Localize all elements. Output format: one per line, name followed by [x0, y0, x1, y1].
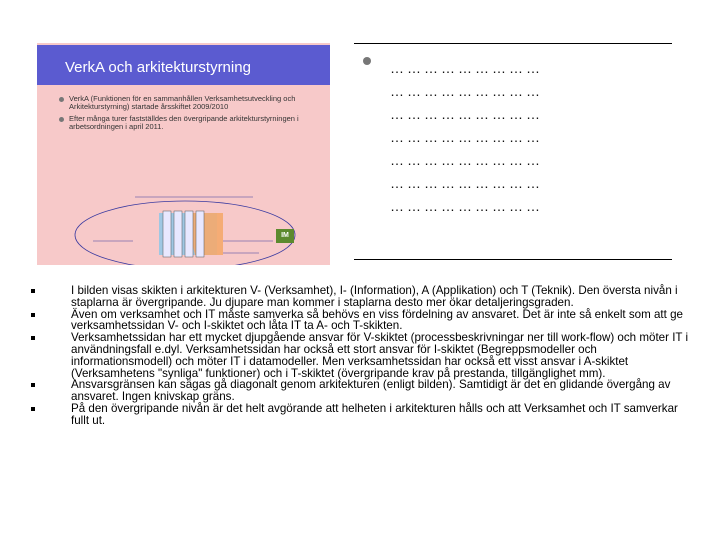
list-item-text: På den övergripande nivån är det helt avgörande att helheten i arkitekturen hålls och att Verksamhet och IT samverkar fullt ut. — [71, 401, 678, 427]
placeholder-line: ……………………… — [390, 175, 543, 191]
square-bullet-icon — [31, 313, 35, 317]
diagram-stack-t — [196, 211, 204, 257]
thumbnail-bullets — [59, 95, 309, 135]
architecture-diagram — [73, 191, 305, 265]
list-item-text: Verksamhetssidan har ett mycket djupgående ansvar för V-skiktet (processbeskrivningar ner till work-flow) och möter IT i användningsfall e.dyl. Verksamhetssidan har också ett stort ansvar för I-skiktet (Begreppsmodeller och informationsmodell) och möter IT i datamodeller. Men verksamhetssidan har också ett visst ansvar i A-skiktet (Verksamhetens "synliga" funktioner) och i T-skiktet (övergripande krav på prestanda, tillgänglighet mm). — [71, 331, 689, 380]
diagram-stack-i — [174, 211, 182, 257]
list-item-text: I bilden visas skikten i arkitekturen V- (Verksamhet), I- (Information), A (Applikation) och T (Teknik). Den översta nivån i staplarna är övergripande. Ju djupare man kommer i staplarna desto mer ökar detaljeringsgraden. — [71, 284, 678, 309]
list-item-text: Ansvarsgränsen kan sägas gå diagonalt genom arkitekturen (enligt bilden). Samtidigt är det en glidande övergång av ansvaret. Ingen knivskap gräns. — [71, 378, 671, 404]
thumbnail-title: VerkA och arkitekturstyrning — [65, 59, 251, 76]
placeholder-box — [354, 43, 672, 260]
square-bullet-icon — [31, 289, 35, 293]
placeholder-line: ……………………… — [390, 106, 543, 122]
list-item — [30, 332, 690, 379]
square-bullet-icon — [31, 336, 35, 340]
placeholder-lines — [390, 57, 543, 218]
square-bullet-icon — [31, 407, 35, 411]
list-item — [30, 403, 690, 427]
slide-thumbnail — [37, 43, 330, 265]
square-bullet-icon — [31, 383, 35, 387]
notes-bullet-list — [30, 285, 690, 427]
placeholder-bullet — [363, 57, 371, 65]
list-item — [30, 309, 690, 333]
list-item-text: Även om verksamhet och IT måste samverka så behövs en viss fördelning av ansvaret. Det är inte så enkelt som att ge verksamhetssidan V- och I-skiktet och låta IT ta A- och T-skikten. — [71, 307, 683, 333]
placeholder-line: ……………………… — [390, 83, 543, 99]
diagram-stack-a — [185, 211, 193, 257]
placeholder-line: ……………………… — [390, 60, 543, 76]
placeholder-line: ……………………… — [390, 129, 543, 145]
placeholder-line: ……………………… — [390, 152, 543, 168]
thumbnail-bullet: Efter många turer fastställdes den övergripande arkitekturstyrningen i arbetsordningen i april 2011. — [59, 115, 309, 131]
list-item — [30, 285, 690, 309]
list-item — [30, 379, 690, 403]
thumbnail-bullet: VerkA (Funktionen för en sammanhållen Verksamhetsutveckling och Arkitekturstyrning) startade årsskiftet 2009/2010 — [59, 95, 309, 111]
thumbnail-title-bar — [37, 45, 330, 85]
placeholder-line: ……………………… — [390, 198, 543, 214]
diagram-stack-v — [163, 211, 171, 257]
thumbnail-logo-badge: IM — [276, 229, 294, 243]
